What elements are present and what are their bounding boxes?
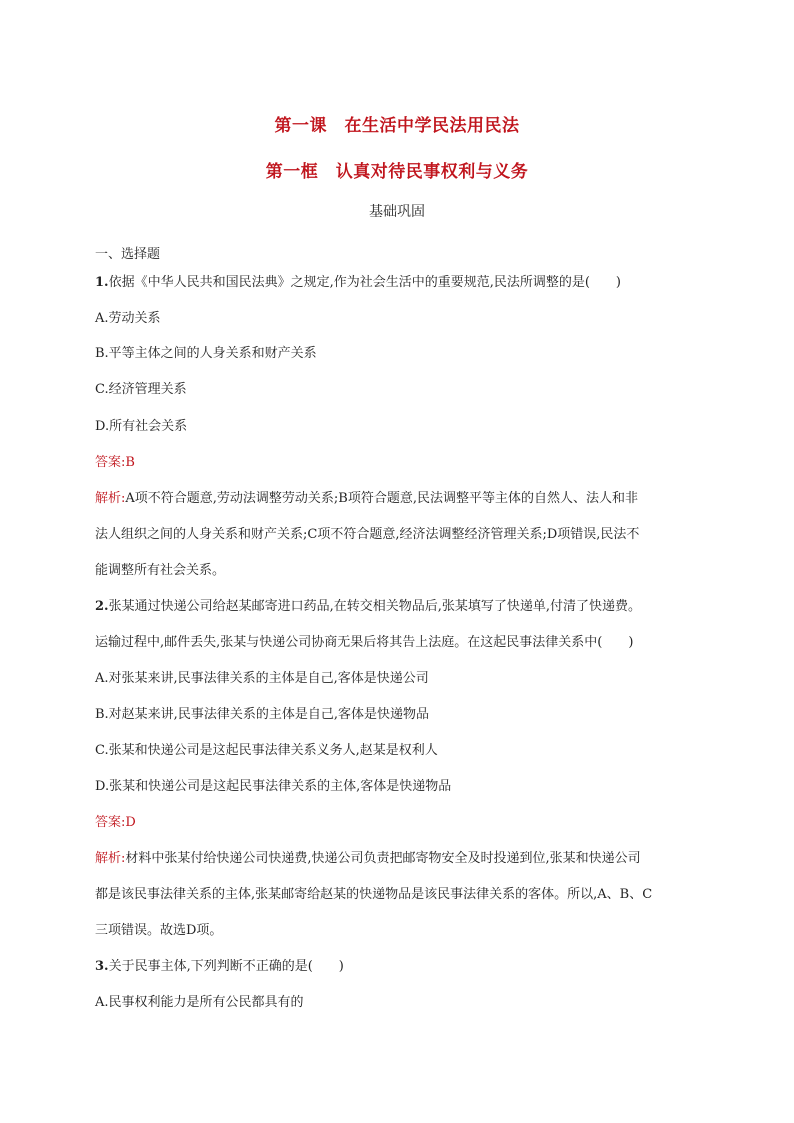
question-2-stem-line-1 <box>95 598 705 616</box>
answer-label: 答案: <box>95 815 126 830</box>
q2-analysis-line-1 <box>95 850 705 868</box>
question-text: 依据《中华人民共和国民法典》之规定,作为社会生活中的重要规范,民法所调整的是( ) <box>108 275 621 290</box>
q1-analysis-line-2: 法人组织之间的人身关系和财产关系;C项不符合题意,经济法调整经济管理关系;D项错误,民法不 <box>95 527 640 542</box>
question-1-stem <box>95 274 705 292</box>
q1-answer <box>95 454 705 472</box>
q2-option-a: A.对张某来讲,民事法律关系的主体是自己,客体是快递公司 <box>95 671 429 686</box>
q2-option-d: D.张某和快递公司是这起民事法律关系的主体,客体是快递物品 <box>95 779 452 794</box>
q2-option-c: C.张某和快递公司是这起民事法律关系义务人,赵某是权利人 <box>95 743 438 758</box>
q2-analysis-line-2: 都是该民事法律关系的主体,张某邮寄给赵某的快递物品是该民事法律关系的客体。所以,A、B、C <box>95 887 653 902</box>
question-number: 3. <box>95 959 109 974</box>
question-text: 关于民事主体,下列判断不正确的是( ) <box>108 959 344 974</box>
q1-analysis-line-1 <box>95 490 705 508</box>
analysis-text: A项不符合题意,劳动法调整劳动关系;B项符合题意,民法调整平等主体的自然人、法人和非 <box>125 491 638 506</box>
question-number: 1. <box>95 275 109 290</box>
analysis-label: 解析: <box>95 491 126 506</box>
question-text: 张某通过快递公司给赵某邮寄进口药品,在转交相关物品后,张某填写了快递单,付清了快递费。 <box>108 599 641 614</box>
answer-value: B <box>125 455 135 470</box>
q1-analysis-line-3: 能调整所有社会关系。 <box>95 563 226 578</box>
question-3-stem <box>95 958 705 976</box>
q1-option-c: C.经济管理关系 <box>95 382 187 397</box>
frame-title: 第一框 认真对待民事权利与义务 <box>265 162 529 182</box>
q2-option-b: B.对赵某来讲,民事法律关系的主体是自己,客体是快递物品 <box>95 707 429 722</box>
analysis-label: 解析: <box>95 851 126 866</box>
answer-value: D <box>125 815 136 830</box>
section-heading: 基础巩固 <box>369 204 425 220</box>
q2-analysis-line-3: 三项错误。故选D项。 <box>95 923 223 938</box>
q2-answer <box>95 814 705 832</box>
question-number: 2. <box>95 599 109 614</box>
q1-option-a: A.劳动关系 <box>95 311 161 326</box>
lesson-title: 第一课 在生活中学民法用民法 <box>274 116 520 136</box>
question-2-stem-line-2: 运输过程中,邮件丢失,张某与快递公司协商无果后将其告上法庭。在这起民事法律关系中( ) <box>95 635 634 650</box>
q1-option-d: D.所有社会关系 <box>95 419 188 434</box>
part-heading: 一、选择题 <box>95 247 161 262</box>
answer-label: 答案: <box>95 455 126 470</box>
q1-option-b: B.平等主体之间的人身关系和财产关系 <box>95 346 317 361</box>
q3-option-a: A.民事权利能力是所有公民都具有的 <box>95 995 304 1010</box>
analysis-text: 材料中张某付给快递公司快递费,快递公司负责把邮寄物安全及时投递到位,张某和快递公司 <box>125 851 641 866</box>
